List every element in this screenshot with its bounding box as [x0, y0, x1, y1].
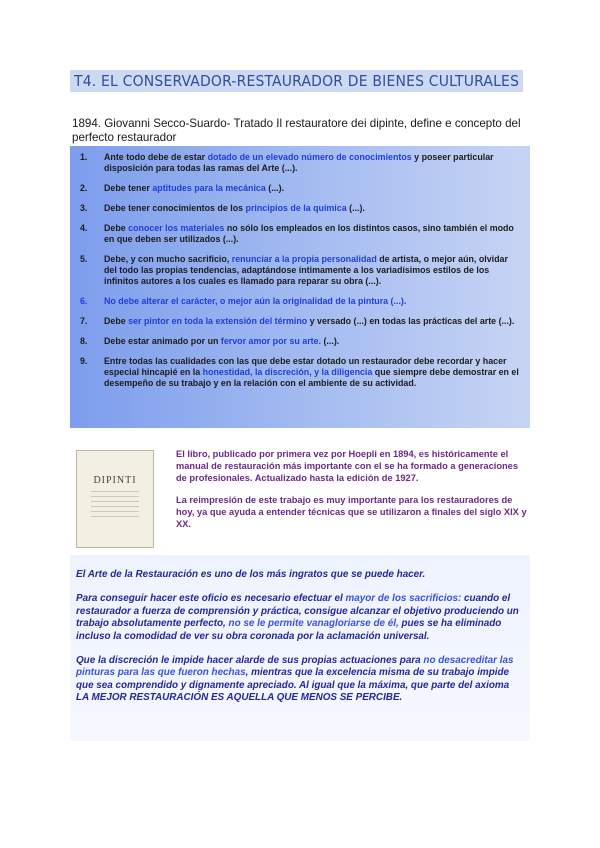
restoration-art-box [70, 555, 530, 741]
list-item: 6. No debe alterar el carácter, o mejor aún la originalidad de la pintura (...). [80, 296, 407, 306]
book-cover-image [76, 450, 154, 548]
page-title: T4. EL CONSERVADOR-RESTAURADOR DE BIENES CULTURALES [70, 70, 523, 92]
paragraph: El Arte de la Restauración es uno de los más ingratos que se puede hacer. [76, 569, 426, 580]
paragraph: Que la discreción le impide hacer alarde de sus propias actuaciones para no desacreditar las pinturas para las que fueron hechas, mientras que la excelencia misma de su trabajo impide que sea comprendido y dignamente apreciado. Al igual que la máxima, que parte del axioma LA MEJOR RESTAURACIÓN ES AQUELLA QUE MENOS SE PERCIBE. [76, 655, 514, 704]
qualities-list [70, 146, 530, 428]
list-item: 8. Debe estar animado por un fervor amor por su arte. (...). [80, 336, 340, 346]
list-item: 4. Debe conocer los materiales no sólo los empleados en los distintos casos, sino también el modo en que deben ser utilizados (...). [80, 223, 514, 244]
paragraph: Para conseguir hacer este oficio es necesario efectuar el mayor de los sacrificios: cuando el restaurador a fuerza de comprensión y práctica, consigue alcanzar el objetivo produciendo un trabajo absolutamente perfecto, no se le permite vanagloriarse de él, pues se ha eliminado incluso la comodidad de ver su obra coronada por la aclamación universal. [76, 593, 519, 642]
book-paragraph: El libro, publicado por primera vez por Hoepli en 1894, es históricamente el manual de restauración más importante con el se ha formado a generaciones de profesionales. Actualizado hasta la edición de 1927. [176, 449, 519, 483]
list-item: 9. Entre todas las cualidades con las que debe estar dotado un restaurador debe recordar y hacer especial hincapié en la honestidad, la discreción, y la diligencia que siempre debe demostrar en el desempeño de su trabajo y en la relación con el ambiente de su actividad. [80, 356, 519, 388]
list-item: 1. Ante todo debe de estar dotado de un elevado número de conocimientos y poseer particular disposición para todas las ramas del Arte (...). [80, 152, 494, 173]
intro-text: 1894. Giovanni Secco-Suardo- Tratado Il restauratore dei dipinte, define e concepto del perfecto restaurador [72, 117, 521, 144]
list-item: 3. Debe tener conocimientos de los principios de la química (...). [80, 203, 365, 213]
list-item: 2. Debe tener aptitudes para la mecánica (...). [80, 183, 285, 193]
list-item: 5. Debe, y con mucho sacrificio, renunciar a la propia personalidad de artista, o mejor aún, olvidar del todo las propias tendencias, adaptándose íntimamente a los variadísimos estilos de los infinitos autores a los cuales es llamado para reparar su obra (...). [80, 254, 508, 286]
list-item: 7. Debe ser pintor en toda la extensión del término y versado (...) en todas las prácticas del arte (...). [80, 316, 515, 326]
book-section [70, 440, 530, 550]
book-cover-lines [91, 491, 139, 521]
book-cover-title: DIPINTI [93, 475, 137, 486]
book-description [176, 448, 528, 540]
book-paragraph: La reimpresión de este trabajo es muy importante para los restauradores de hoy, ya que ayuda a entender técnicas que se utilizaron a finales del siglo XIX y XX. [176, 495, 527, 529]
